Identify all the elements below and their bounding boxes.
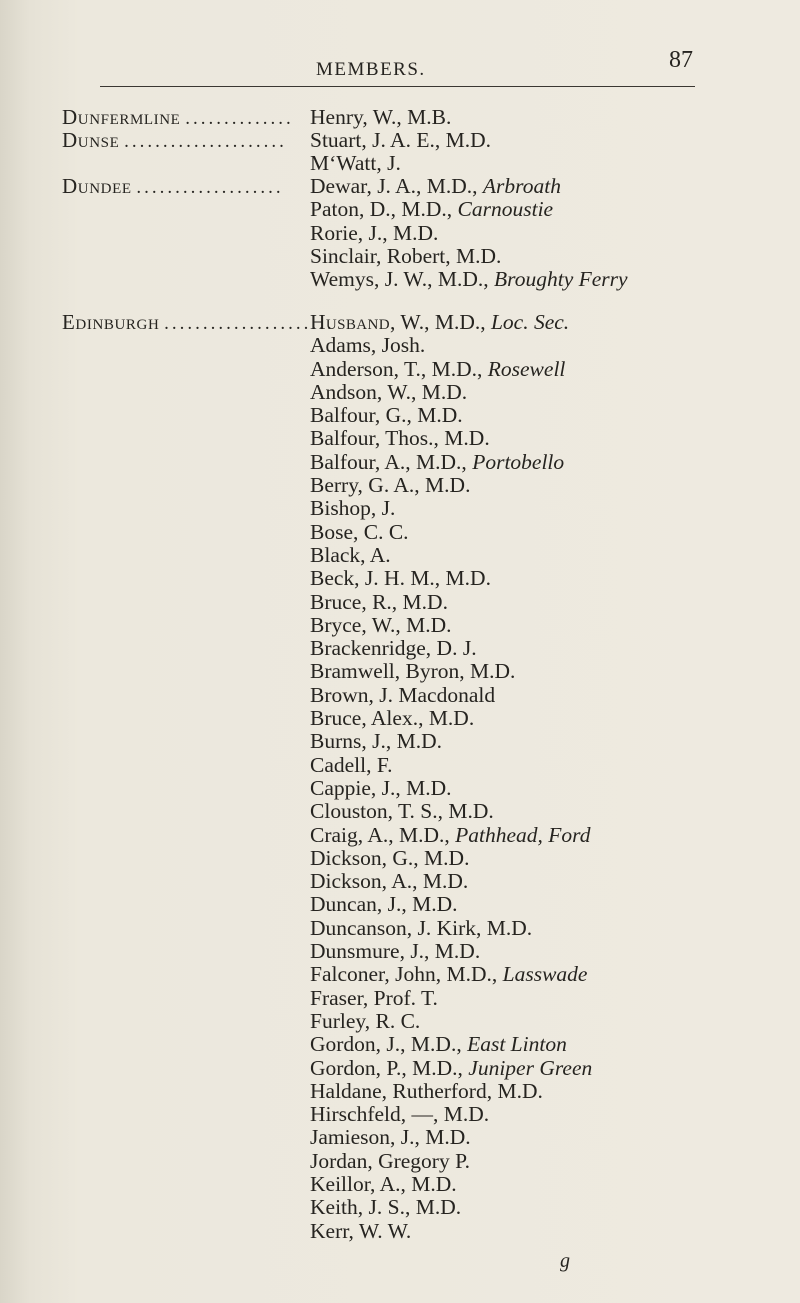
member-name: Wemys, J. W., M.D., [310, 267, 489, 292]
member-name: Cadell, F. [310, 752, 393, 777]
member-name: Jordan, Gregory P. [310, 1148, 471, 1173]
member-entry [310, 684, 592, 707]
member-name: Bruce, R., M.D. [310, 589, 448, 614]
member-entry [310, 591, 592, 614]
member-name: Craig, A., M.D., [310, 822, 450, 847]
member-entry [310, 777, 592, 800]
place-heading [62, 106, 294, 130]
member-entry [310, 637, 592, 660]
member-name: Duncanson, J. Kirk, M.D. [310, 915, 533, 940]
member-entry [310, 893, 592, 916]
member-name: Gordon, J., M.D., [310, 1032, 462, 1057]
member-name: Kerr, W. W. [310, 1218, 412, 1243]
member-names [310, 129, 491, 176]
place-name: Dunse [62, 128, 120, 152]
member-entry [310, 222, 628, 245]
member-location: Lasswade [502, 962, 588, 987]
member-entry [310, 660, 592, 683]
member-entry [310, 129, 491, 152]
member-entry [310, 963, 592, 986]
member-entry [310, 1220, 592, 1243]
member-entry [310, 987, 592, 1010]
member-entry [310, 451, 592, 474]
member-entry [310, 800, 592, 823]
member-surname: Husband [310, 310, 391, 334]
place-name: Dunfermline [62, 105, 181, 129]
member-name: Berry, G. A., M.D. [310, 473, 471, 498]
member-entry [310, 1080, 592, 1103]
member-entry [310, 334, 592, 357]
member-entry [310, 268, 628, 291]
leader-dots: ..................... [124, 131, 287, 152]
leader-dots: ...................... [164, 313, 335, 334]
member-name: Bryce, W., M.D. [310, 612, 452, 637]
place-heading [62, 311, 335, 335]
member-entry [310, 870, 592, 893]
place-heading [62, 129, 287, 153]
member-name: Fraser, Prof. T. [310, 985, 438, 1010]
member-name: Sinclair, Robert, M.D. [310, 243, 502, 268]
member-location: Juniper Green [468, 1055, 593, 1080]
member-name: Falconer, John, M.D., [310, 962, 498, 987]
member-entry [310, 381, 592, 404]
member-entry [310, 917, 592, 940]
member-name: Dickson, A., M.D. [310, 869, 469, 894]
member-entry [310, 198, 628, 221]
member-entry [310, 358, 592, 381]
member-entry [310, 245, 628, 268]
member-name: Black, A. [310, 542, 391, 567]
member-name: Andson, W., M.D. [310, 379, 468, 404]
member-name: Dunsmure, J., M.D. [310, 939, 481, 964]
member-entry [310, 1196, 592, 1219]
member-name: Hirschfeld, —, M.D. [310, 1102, 490, 1127]
member-entry [310, 567, 592, 590]
member-name: Clouston, T. S., M.D. [310, 799, 494, 824]
member-entry [310, 824, 592, 847]
member-location: East Linton [467, 1032, 567, 1057]
member-entry [310, 106, 451, 129]
member-entry [310, 1173, 592, 1196]
place-name: Dundee [62, 174, 132, 198]
running-title: MEMBERS. [316, 59, 426, 80]
member-name: Keillor, A., M.D. [310, 1171, 457, 1196]
member-name: Beck, J. H. M., M.D. [310, 566, 491, 591]
member-name: Dewar, J. A., M.D., [310, 174, 478, 198]
member-name: Stuart, J. A. E., M.D. [310, 128, 491, 152]
member-name: Bruce, Alex., M.D. [310, 706, 475, 731]
member-entry [310, 614, 592, 637]
member-name: Dickson, G., M.D. [310, 845, 470, 870]
member-entry [310, 1057, 592, 1080]
member-name: , W., M.D., [390, 310, 486, 334]
member-entry [310, 847, 592, 870]
member-name: Paton, D., M.D., [310, 197, 453, 222]
member-names [310, 175, 628, 291]
leader-dots: .............. [185, 108, 294, 129]
member-entry [310, 544, 592, 567]
member-name: Haldane, Rutherford, M.D. [310, 1078, 543, 1103]
member-entry [310, 152, 491, 175]
page-number: 87 [669, 47, 693, 73]
member-entry [310, 1150, 592, 1173]
running-head [0, 47, 800, 87]
member-entry [310, 707, 592, 730]
leader-dots: ................... [136, 177, 284, 198]
place-name: Edinburgh [62, 310, 160, 334]
member-name: Balfour, G., M.D. [310, 403, 463, 428]
member-location: Broughty Ferry [494, 267, 628, 292]
member-entry [310, 730, 592, 753]
member-name: Gordon, P., M.D., [310, 1055, 463, 1080]
member-name: Brackenridge, D. J. [310, 636, 477, 661]
member-entry [310, 754, 592, 777]
member-name: Balfour, A., M.D., [310, 449, 467, 474]
member-name: Keith, J. S., M.D. [310, 1195, 462, 1220]
member-name: Bishop, J. [310, 496, 396, 521]
member-name: Jamieson, J., M.D. [310, 1125, 471, 1150]
member-entry [310, 497, 592, 520]
member-location: Portobello [472, 449, 565, 474]
member-name: Burns, J., M.D. [310, 729, 443, 754]
member-location: Rosewell [487, 356, 566, 381]
member-name: Balfour, Thos., M.D. [310, 426, 490, 451]
member-name: Bramwell, Byron, M.D. [310, 659, 516, 684]
header-rule [100, 86, 695, 87]
catchword: g [560, 1250, 570, 1272]
member-name: Cappie, J., M.D. [310, 775, 452, 800]
member-entry [310, 427, 592, 450]
member-name: Adams, Josh. [310, 333, 426, 358]
member-name: Brown, J. Macdonald [310, 682, 496, 707]
member-entry [310, 521, 592, 544]
member-entry [310, 404, 592, 427]
member-location: Pathhead, Ford [455, 822, 591, 847]
member-name: Duncan, J., M.D. [310, 892, 458, 917]
member-entry [310, 175, 628, 198]
member-entry [310, 1010, 592, 1033]
member-location: Carnoustie [457, 197, 554, 222]
member-entry [310, 1103, 592, 1126]
member-entry [310, 1033, 592, 1056]
member-location: Arbroath [482, 174, 561, 198]
member-name: Henry, W., M.B. [310, 105, 452, 129]
member-location: Loc. Sec. [490, 310, 570, 334]
member-entry [310, 474, 592, 497]
member-name: Rorie, J., M.D. [310, 220, 439, 245]
member-name: M‘Watt, J. [310, 151, 401, 176]
member-entry [310, 1126, 592, 1149]
member-name: Furley, R. C. [310, 1008, 421, 1033]
member-name: Bose, C. C. [310, 519, 409, 544]
place-heading [62, 175, 284, 199]
member-entry [310, 311, 592, 334]
member-entry [310, 940, 592, 963]
member-name: Anderson, T., M.D., [310, 356, 483, 381]
member-names [310, 106, 451, 129]
member-names [310, 311, 592, 1243]
